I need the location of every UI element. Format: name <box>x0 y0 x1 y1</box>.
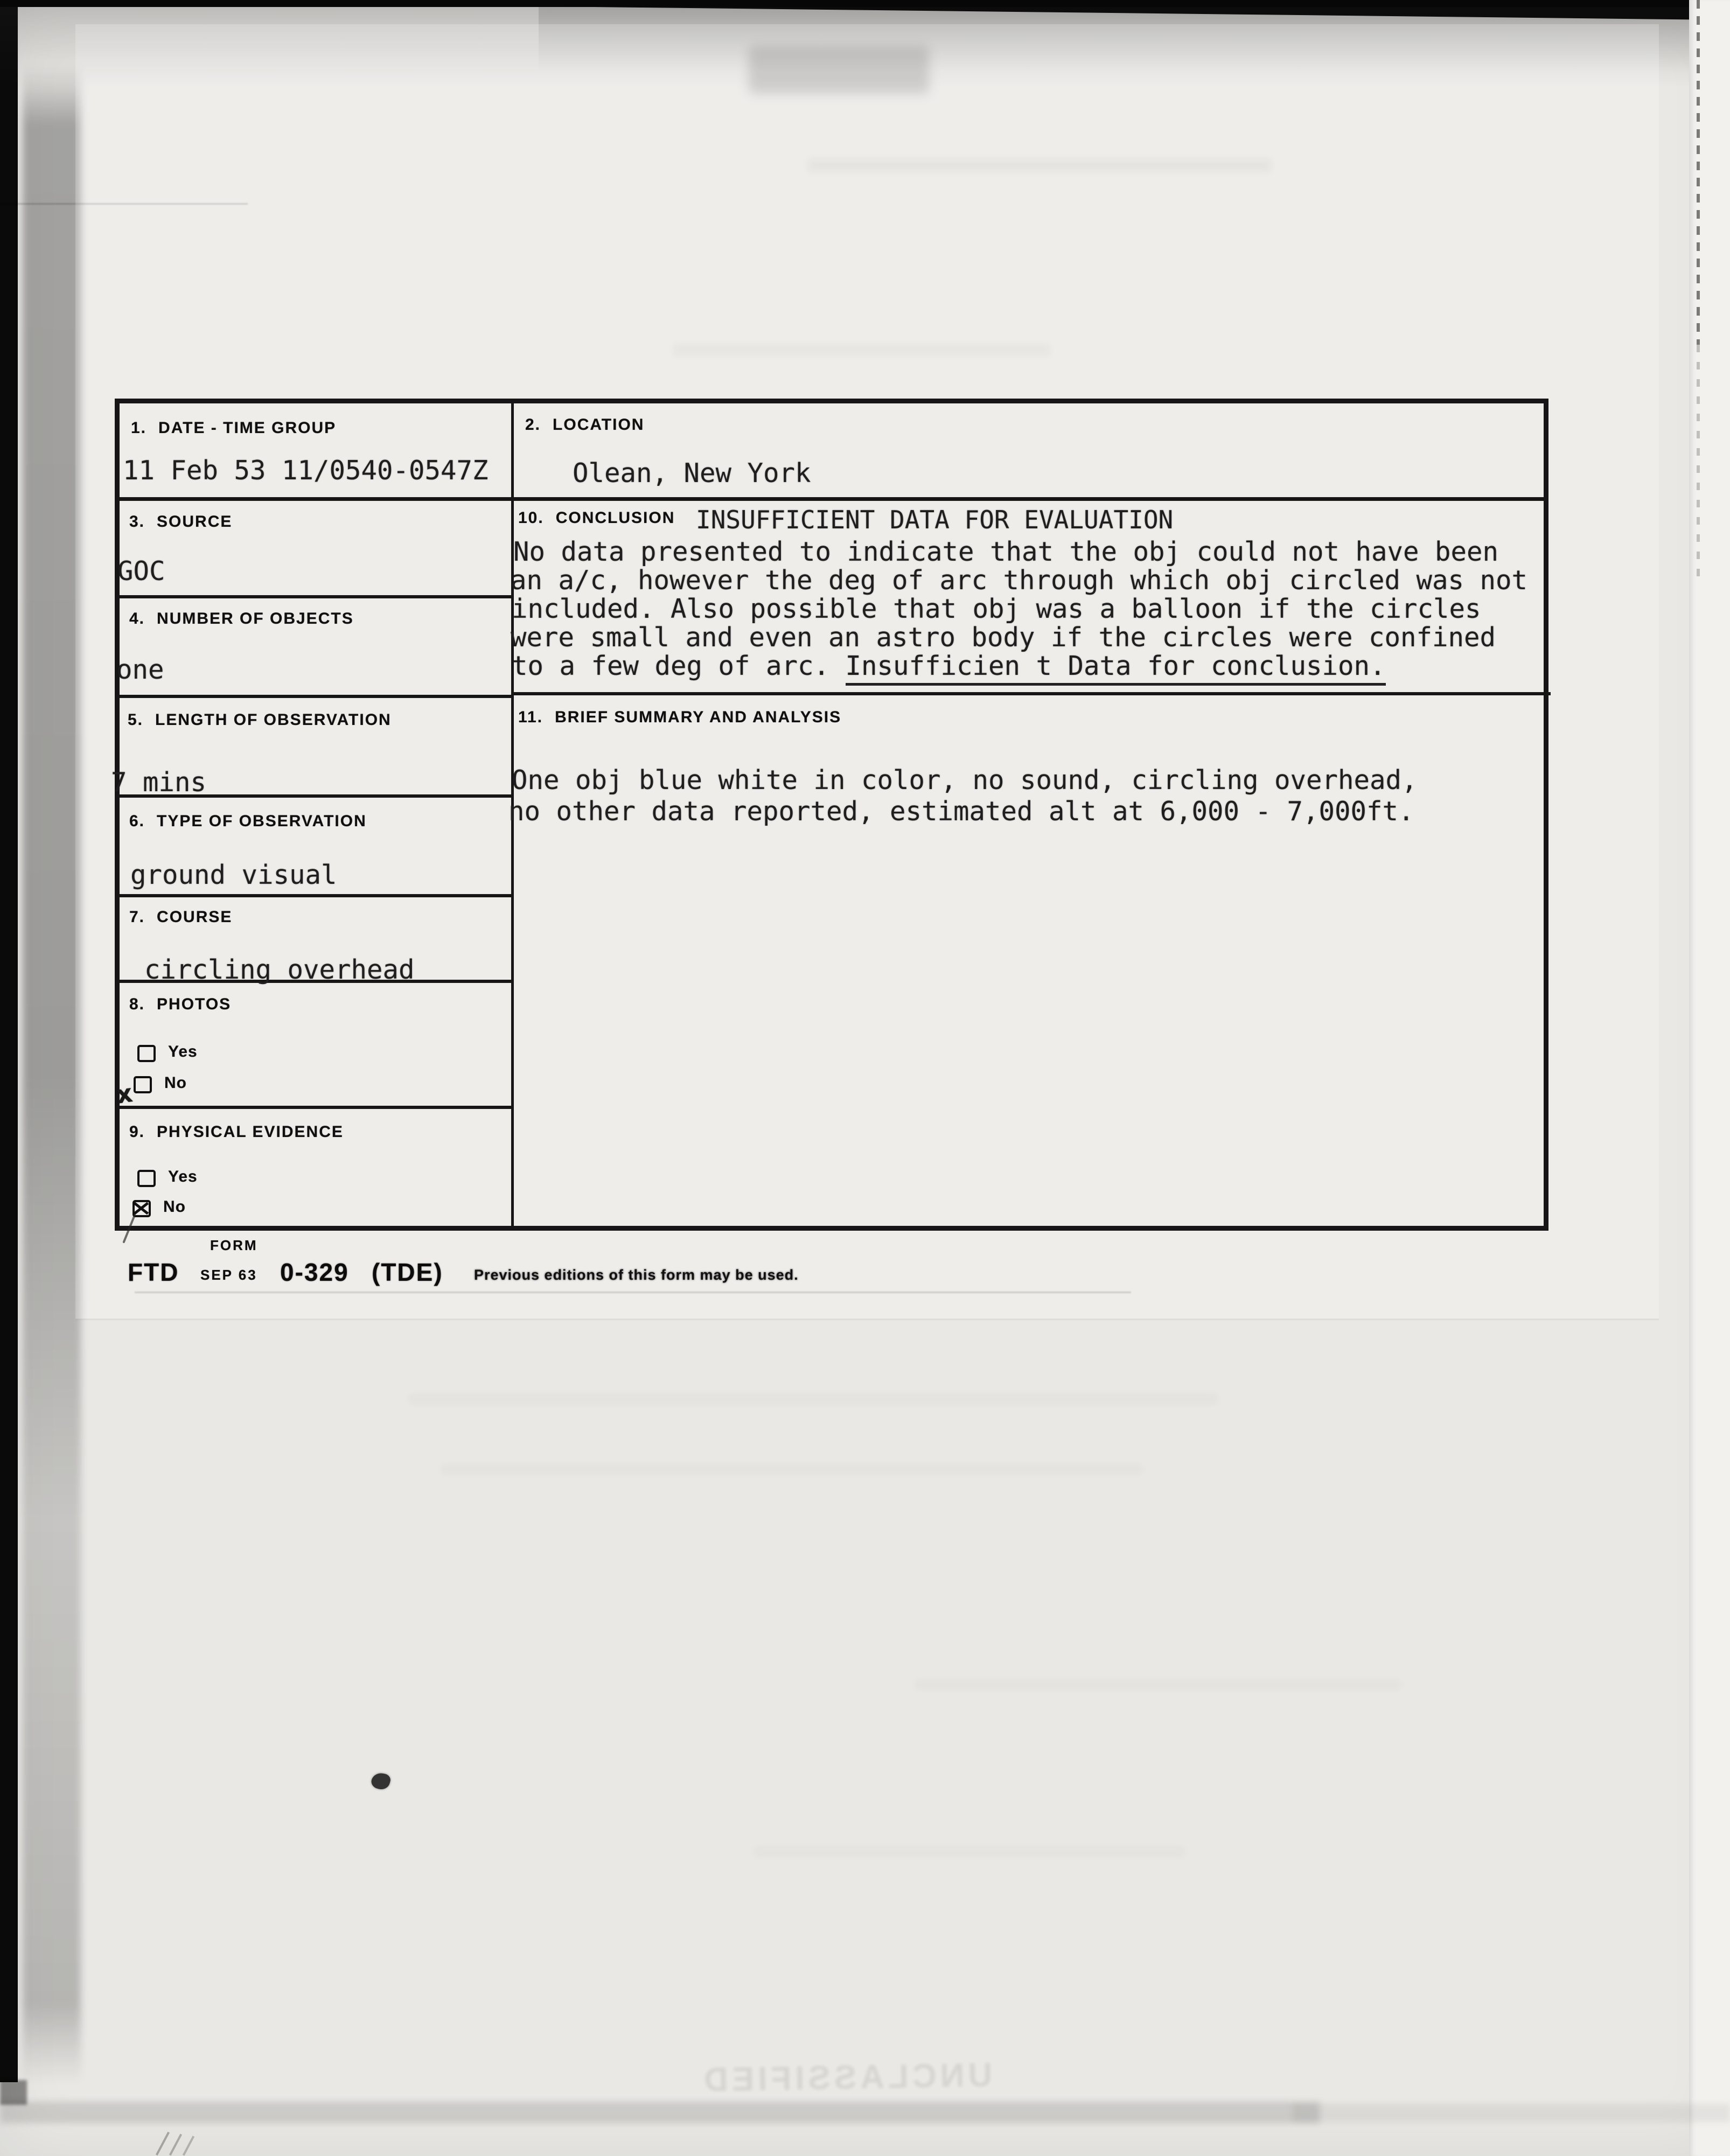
footer-note: Previous editions of this form may be used. <box>474 1267 799 1283</box>
bottom-gray-band <box>0 2102 1320 2123</box>
field-source-value: GOC <box>117 556 165 587</box>
bleedthrough-smudge <box>673 345 1050 355</box>
table-row1-divider <box>120 497 1544 501</box>
physical-evidence-no-label: No <box>163 1198 186 1216</box>
field-label-text: CONCLUSION <box>555 509 675 527</box>
bottom-gray-band-right <box>1293 2104 1730 2122</box>
field-conclusion-label <box>518 509 675 527</box>
field-date-time-group-value: 11 Feb 53 11/0540-0547Z <box>123 455 489 486</box>
field-source-label <box>129 513 232 531</box>
conclusion-line: an a/c, however the deg of arc through which obj circled was not <box>511 565 1528 596</box>
field-label-text: SOURCE <box>157 513 233 531</box>
bleedthrough-smudge <box>916 1680 1400 1689</box>
field-date-time-group-label <box>131 419 336 437</box>
field-label-text: TYPE OF OBSERVATION <box>157 812 367 830</box>
table-row4-divider <box>120 695 514 698</box>
physical-evidence-yes-label: Yes <box>168 1168 198 1185</box>
conclusion-line: included. Also possible that obj was a balloon if the circles <box>512 594 1481 624</box>
summary-line: no other data reported, estimated alt at 6,000 - 7,000ft. <box>508 796 1414 827</box>
bleedthrough-unclassified-text: UNCLASSIFIED <box>700 2056 993 2099</box>
field-number: 1. <box>131 419 147 437</box>
bottom-pencil-stroke <box>169 2134 182 2156</box>
field-number: 10. <box>518 509 544 527</box>
adjacent-page-edge-dashes-strong <box>1697 0 1700 345</box>
field-location-label <box>525 416 644 434</box>
physical-evidence-yes-checkbox <box>137 1170 156 1187</box>
table-row10-divider <box>511 692 1551 695</box>
field-number: 9. <box>129 1123 145 1141</box>
footer-faint-rule <box>135 1292 1131 1293</box>
field-label-text: NUMBER OF OBJECTS <box>157 610 354 627</box>
field-label-text: LOCATION <box>553 416 645 434</box>
field-label-text: PHOTOS <box>157 995 232 1013</box>
conclusion-inline-value: INSUFFICIENT DATA FOR EVALUATION <box>696 505 1174 534</box>
field-label-text: BRIEF SUMMARY AND ANALYSIS <box>555 708 842 726</box>
field-course-label <box>129 908 232 926</box>
field-label-text: COURSE <box>157 908 233 926</box>
field-type-of-observation-label <box>129 812 367 831</box>
field-location-value: Olean, New York <box>573 458 811 489</box>
table-row6-divider <box>120 894 514 897</box>
photos-no-handwritten-x: x <box>114 1078 135 1110</box>
field-course-value: circling overhead <box>144 954 415 985</box>
photos-no-checkbox <box>134 1076 152 1093</box>
scan-edge-left-black <box>0 0 18 2082</box>
field-number: 2. <box>525 416 541 434</box>
table-row8-divider <box>120 1106 514 1109</box>
field-number: 5. <box>128 711 144 729</box>
footer-form-number: 0-329 <box>280 1258 349 1286</box>
photos-no-label: No <box>164 1074 187 1092</box>
ink-blot <box>370 1771 392 1791</box>
field-type-of-observation-value: ground visual <box>130 860 337 890</box>
field-number: 6. <box>129 812 145 830</box>
field-label-text: PHYSICAL EVIDENCE <box>157 1123 344 1141</box>
field-number-of-objects-label <box>129 610 354 628</box>
footer-form-word: FORM <box>210 1237 258 1253</box>
field-length-of-observation-label <box>128 711 392 729</box>
field-length-of-observation-value: 7 mins <box>111 767 207 798</box>
bleedthrough-smudge <box>409 1395 1217 1404</box>
photos-yes-checkbox <box>137 1045 156 1062</box>
field-number: 7. <box>129 908 145 926</box>
bleedthrough-smudge <box>808 159 1271 172</box>
photos-yes-label: Yes <box>168 1043 198 1060</box>
conclusion-last-line-prefix: to a few deg of arc. <box>512 651 846 681</box>
field-number: 3. <box>129 513 145 531</box>
bottom-pencil-stroke <box>183 2136 194 2155</box>
conclusion-underlined-text: Insufficien t Data for conclusion. <box>846 651 1386 686</box>
conclusion-line: No data presented to indicate that the obj could not have been <box>513 536 1499 567</box>
summary-line: One obj blue white in color, no sound, circling overhead, <box>512 765 1418 796</box>
footer-form-suffix: (TDE) <box>372 1258 443 1286</box>
field-number: 4. <box>129 610 145 627</box>
conclusion-line: were small and even an astro body if the circles were confined <box>511 622 1496 653</box>
scan-left-gray-band <box>23 65 81 2084</box>
table-row3-divider <box>120 595 514 598</box>
field-physical-evidence-label <box>129 1123 344 1141</box>
footer-date: SEP 63 <box>200 1267 257 1283</box>
field-brief-summary-label <box>518 708 841 727</box>
field-number-of-objects-value: one <box>116 654 164 685</box>
adjacent-page-edge-dashes-faint <box>1697 345 1700 576</box>
bleedthrough-smudge <box>754 1847 1185 1856</box>
bottom-pencil-stroke <box>156 2132 170 2155</box>
field-number: 11. <box>518 708 543 726</box>
field-number: 8. <box>129 995 145 1013</box>
inner-sheet-bottom-edge <box>75 1318 1659 1320</box>
bleedthrough-smudge <box>442 1465 1142 1474</box>
scan-right-light-strip <box>1689 0 1730 2156</box>
field-photos-label <box>129 995 231 1014</box>
conclusion-line-last <box>512 651 1386 681</box>
field-label-text: DATE - TIME GROUP <box>158 419 337 437</box>
footer-agency: FTD <box>128 1258 179 1286</box>
field-label-text: LENGTH OF OBSERVATION <box>155 711 392 729</box>
